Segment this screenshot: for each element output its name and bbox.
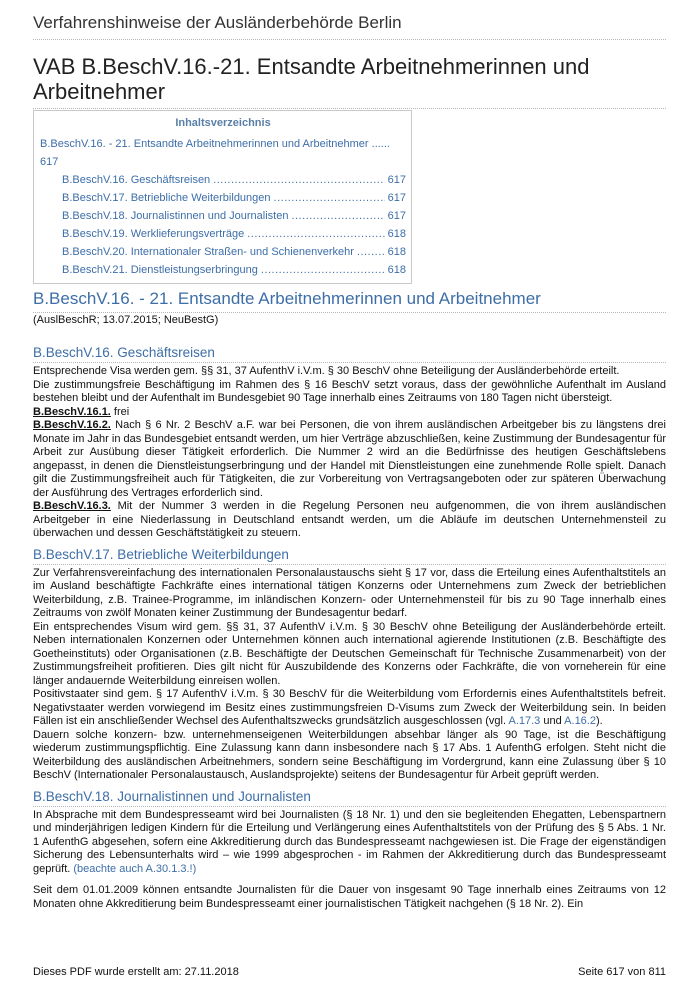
toc-heading: Inhaltsverzeichnis xyxy=(175,117,271,129)
toc-entry-page[interactable]: 617 xyxy=(387,192,406,204)
toc-entry-page[interactable]: 618 xyxy=(387,264,406,276)
paragraph: Zur Verfahrensvereinfachung des internationalen Personalaustauschs sieht § 17 vor, dass die Erteilung eines Aufenthaltstitels an im Ausland beschäftigte Fachkräfte eines international tätigen Konzerns oder Unternehmens zum Zweck der betrieblichen Weiterbildung, z.B. Trainee-Programme, im inländischen Konzern- oder Unternehmensteil für bis zu 90 Tage innerhalb eines Zeitraums von zwölf Monaten keiner Zustimmung der Bundesagentur bedarf. xyxy=(33,566,666,619)
paragraph: Seit dem 01.01.2009 können entsandte Journalisten für die Dauer von insgesamt 90 Tage innerhalb eines Zeitraums von 12 Monaten ohne Akkreditierung beim Bundespresseamt einer journalistischen Tätigkeit nachgehen (§ 18 Nr. 2). Ein xyxy=(33,884,666,910)
paragraph-text: und xyxy=(540,715,565,727)
paragraph xyxy=(33,500,666,541)
reference-link[interactable]: A.16.2 xyxy=(564,715,596,727)
clause-label: B.BeschV.16.3. xyxy=(33,500,111,512)
toc-entry-label[interactable]: B.BeschV.20. Internationaler Straßen- und Schienenverkehr xyxy=(62,246,354,258)
page-footer xyxy=(33,966,666,978)
toc-entry-page[interactable]: 618 xyxy=(387,246,406,258)
toc-main-label[interactable]: B.BeschV.16. - 21. Entsandte Arbeitnehmerinnen und Arbeitnehmer ...... xyxy=(40,138,390,150)
clause-text: Mit der Nummer 3 werden in die Regelung Personen neu aufgenommen, die von ihrem ausländischen Arbeitgeber in eine Niederlassung in Deutschland entsandt werden, um die Abläufe im deutschen Unternehmensteil zu überwachen und dessen Geschäftstätigkeit zu steuern. xyxy=(33,500,666,539)
paragraph-text: ). xyxy=(595,715,603,727)
toc-entry-label[interactable]: B.BeschV.19. Werklieferungsverträge xyxy=(62,228,245,240)
paragraph xyxy=(33,419,666,500)
clause-label: B.BeschV.16.1. xyxy=(33,405,111,418)
toc-entry-label[interactable]: B.BeschV.21. Dienstleistungserbringung xyxy=(62,264,258,276)
creation-date: Dieses PDF wurde erstellt am: 27.11.2018 xyxy=(33,966,239,978)
toc-entry-page[interactable]: 617 xyxy=(387,174,406,186)
clause-text: Nach § 6 Nr. 2 BeschV a.F. war bei Personen, die von ihrem ausländischen Arbeitgeber bis zu längstens drei Monate im Jahr in das Bundesgebiet entsandt werden, um hier Verträge abzuschließen, keine Zustimmung der Bundesagentur für Arbeit zur Ausübung dieser Tätigkeit erforderlich. Die Nummer 2 wird an die Bedürfnisse des heutigen Geschäftslebens angepasst, in denen die Dienstleistungserbringung und der Handel mit Dienstleistungen eine zunehmende Rolle spielt. Danach gilt die Zustimmungsfreiheit auch für Tätigkeiten, die zur Vorbereitung von Vertragsangeboten oder zur späteren Überwachung der Ausführung des Vertrages erforderlich sind. xyxy=(33,419,666,499)
clause-text: frei xyxy=(110,405,130,418)
toc-main-entry[interactable] xyxy=(40,135,406,171)
page-title: VAB B.BeschV.16.-21. Entsandte Arbeitnehmerinnen und Arbeitnehmer xyxy=(33,54,666,109)
table-of-contents xyxy=(33,110,412,284)
paragraph-text: Positivstaater sind gem. § 17 AufenthV i.V.m. § 30 BeschV für die Weiterbildung vom Erfordernis eines Aufenthaltstitels befreit. Negativstaater werden vorwiegend im Besitz eines zustimmungsfreien D-Visums zum Zweck der Weiterbildung sein. In beiden Fällen ist ein anschließender Wechsel des Aufenthaltszwecks grundsätzlich ausgeschlossen (vgl. xyxy=(33,688,666,727)
toc-entry[interactable] xyxy=(40,189,406,207)
paragraph xyxy=(33,406,666,420)
paragraph: Ein entsprechendes Visum wird gem. §§ 31, 37 AufenthV i.V.m. § 30 BeschV ohne Beteiligung der Ausländerbehörde erteilt. Neben internationalen Konzernen oder Unternehmen können auch international agierende Institutionen (z.B. Beschäftigte des Goetheinstituts) oder Organisationen (z.B. Beschäftigte der Deutschen Gemeinschaft für Technische Zusammenarbeit) von der Zustimmungsfreiheit profitieren. Dies gilt nicht für Auszubildende des Konzerns oder Fachkräfte, die von vorneherein für eine länger andauernde Weiterbildung einreisen wollen. xyxy=(33,620,666,687)
page-number: Seite 617 von 811 xyxy=(578,966,666,978)
paragraph: Entsprechende Visa werden gem. §§ 31, 37 AufenthV i.V.m. § 30 BeschV ohne Beteiligung der Ausländerbehörde erteilt. xyxy=(33,365,620,377)
subsection-heading-17: B.BeschV.17. Betriebliche Weiterbildungen xyxy=(33,547,666,565)
toc-entry-label[interactable]: B.BeschV.17. Betriebliche Weiterbildungen xyxy=(62,192,271,204)
section-heading: B.BeschV.16. - 21. Entsandte Arbeitnehmerinnen und Arbeitnehmer xyxy=(33,289,666,313)
toc-entry-page[interactable]: 618 xyxy=(387,228,406,240)
toc-entry-page[interactable]: 617 xyxy=(387,210,406,222)
document-body xyxy=(33,345,666,911)
paragraph xyxy=(33,688,666,729)
toc-entry[interactable] xyxy=(40,207,406,225)
paragraph: Die zustimmungsfreie Beschäftigung im Rahmen des § 16 BeschV setzt voraus, dass der gewöhnliche Aufenthalt im Ausland bestehen bleibt und der Aufenthalt im Bundesgebiet 90 Tage innerhalb eines Zeitraums von 180 Tagen nicht übersteigt. xyxy=(33,378,666,404)
subsection-heading-16: B.BeschV.16. Geschäftsreisen xyxy=(33,345,666,363)
toc-entry-label[interactable]: B.BeschV.16. Geschäftsreisen xyxy=(62,174,211,186)
toc-entry[interactable] xyxy=(40,171,406,189)
source-meta: (AuslBeschR; 13.07.2015; NeuBestG) xyxy=(33,314,219,326)
subsection-heading-18: B.BeschV.18. Journalistinnen und Journalisten xyxy=(33,789,666,807)
paragraph: Dauern solche konzern- bzw. unternehmenseigenen Weiterbildungen absehbar länger als 90 Tage, ist die Beschäftigung wiederum zustimmungspflichtig. Eine Zulassung kann dann insbesondere nach § 17 Abs. 1 AufenthG erfolgen. Steht nicht die Weiterbildung des ausländischen Arbeitnehmers, sondern seine Beschäftigung im Vordergrund, kann eine Zulassung über § 10 BeschV (Internationaler Personalaustausch, Auslandsprojekte) seitens der Bundesagentur für Arbeit geprüft werden. xyxy=(33,728,666,781)
toc-entry[interactable] xyxy=(40,225,406,243)
toc-entry-label[interactable]: B.BeschV.18. Journalistinnen und Journalisten xyxy=(62,210,289,222)
paragraph xyxy=(33,809,666,877)
reference-link[interactable]: A.17.3 xyxy=(508,715,541,727)
document-header: Verfahrenshinweise der Ausländerbehörde Berlin xyxy=(33,13,666,40)
toc-entry[interactable] xyxy=(40,261,406,279)
toc-main-page[interactable]: 617 xyxy=(40,156,59,168)
paragraph-text: In Absprache mit dem Bundespresseamt wird bei Journalisten (§ 18 Nr. 1) und den sie begleitenden Ehegatten, Lebenspartnern und minderjährigen ledigen Kindern für die Erteilung und Verlängerung eines Aufenthaltstitels von der Prüfung des § 5 Abs. 1 Nr. 1 AufenthG abgesehen, sofern eine Akkreditierung durch das Bundespresseamt nachgewiesen ist. Die Frage der eigenständigen Sicherung des Lebensunterhalts wird – wie 1999 abgesprochen - im Rahmen der Akkreditierung durch das Bundespresseamt geprüft. xyxy=(33,808,666,875)
clause-label: B.BeschV.16.2. xyxy=(33,419,111,431)
toc-entry[interactable] xyxy=(40,243,406,261)
reference-link[interactable]: (beachte auch A.30.1.3.!) xyxy=(73,862,197,875)
